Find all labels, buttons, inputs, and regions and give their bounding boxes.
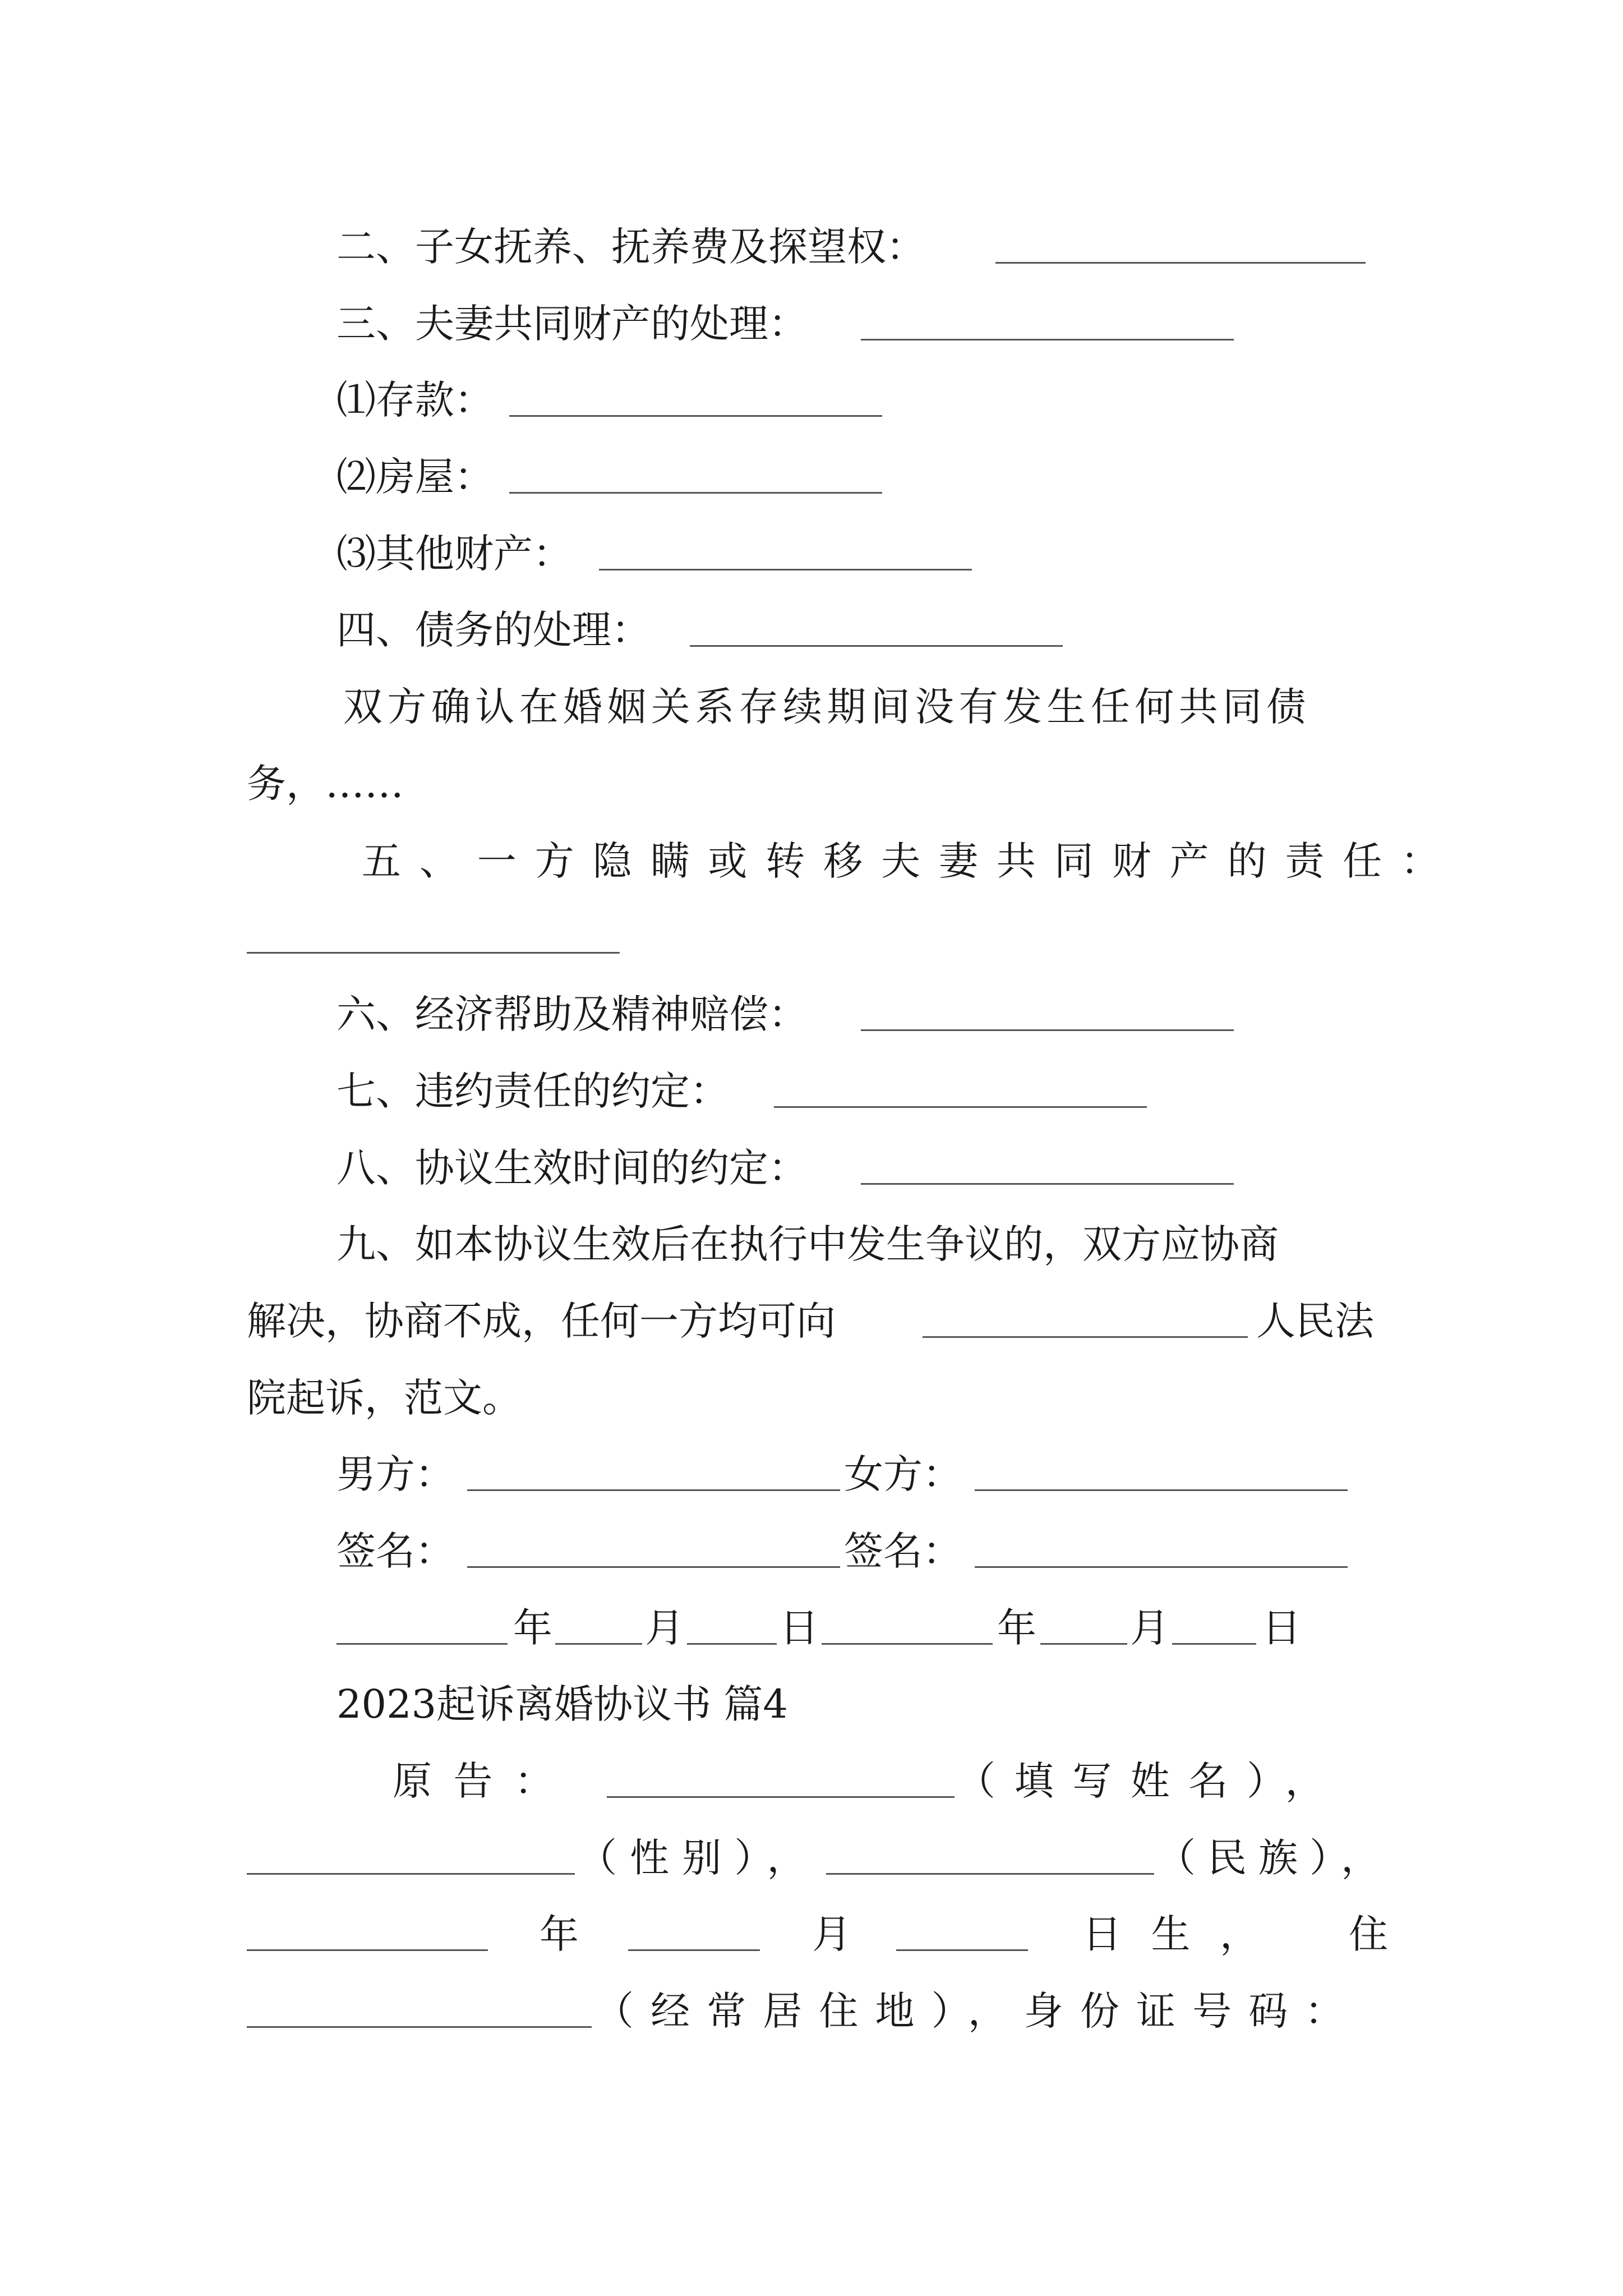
line-dates [0,1597,1623,1659]
gender-blank[interactable] [247,1873,575,1875]
month-label: 月 [645,1605,684,1651]
fill-blank[interactable] [774,1106,1147,1108]
line-breach [0,1060,1623,1122]
month-blank[interactable] [1040,1643,1127,1645]
name-hint: （填写姓名）， [956,1758,1344,1804]
ethnicity-blank[interactable] [826,1873,1154,1875]
clause-7-label: 七、违约责任的约定： [336,1068,729,1114]
month-label: 月 [1130,1605,1169,1651]
clause-4-label: 四、债务的处理： [336,607,651,653]
signature-label: 签名： [844,1528,962,1574]
clause-6-label: 六、经济帮助及精神赔偿： [336,991,808,1037]
paragraph-text: 双方确认在婚姻关系存续期间没有发生任何共同债 [343,684,1311,730]
gender-hint: （性别）， [578,1835,819,1881]
birth-day-blank[interactable] [896,1949,1028,1951]
day-label: 日 [1262,1605,1301,1651]
line-effective-date [0,1137,1623,1199]
clause-8-label: 八、协议生效时间的约定： [336,1145,808,1191]
line-house [0,446,1623,508]
day-label: 日 [780,1605,819,1651]
fill-blank[interactable] [995,262,1366,264]
line-signatures [0,1520,1623,1582]
female-party-label: 女方： [844,1451,962,1497]
line-concealment [0,830,1623,892]
paragraph-text: 院起诉，范文。 [247,1375,522,1421]
born-label: 日生， [1082,1911,1289,1957]
male-party-label: 男方： [336,1451,454,1497]
ethnicity-hint: （民族）， [1156,1835,1392,1881]
clause-5-label: 五、一方隐瞒或转移夫妻共同财产的责任： [362,838,1459,884]
year-blank[interactable] [336,1643,508,1645]
paragraph-text: 人民法 [1256,1298,1374,1344]
house-label: ⑵房屋： [336,454,494,500]
address-hint: （经常居住地），身份证号码： [594,1988,1361,2034]
residence-label: 住 [1349,1911,1388,1957]
address-blank[interactable] [247,2026,592,2028]
line-concealment-blank [0,907,1623,969]
line-deposit [0,369,1623,431]
fill-blank[interactable] [509,492,882,494]
signature-field[interactable] [975,1566,1348,1568]
paragraph-text: 解决，协商不成，任何一方均可向 [247,1298,836,1344]
fill-blank[interactable] [467,1489,840,1491]
line-property [0,293,1623,355]
day-blank[interactable] [687,1643,777,1645]
year-label: 年 [997,1605,1036,1651]
paragraph-text: 务，…… [247,761,404,807]
fill-blank[interactable] [861,1029,1234,1031]
line-plaintiff [0,1750,1623,1812]
fill-blank[interactable] [923,1336,1248,1338]
line-economic-help [0,983,1623,1045]
year-blank[interactable] [822,1643,993,1645]
fill-blank[interactable] [509,415,882,417]
year-label: 年 [513,1605,552,1651]
line-birthdate [0,1903,1623,1965]
line-debt [0,599,1623,661]
fill-blank[interactable] [599,569,972,570]
line-child-custody [0,216,1623,278]
line-dispute-end [0,1367,1623,1429]
other-property-label: ⑶其他财产： [336,531,572,577]
birth-month-blank[interactable] [628,1949,760,1951]
line-other-property [0,523,1623,585]
birth-year-blank[interactable] [247,1949,488,1951]
clause-9-text: 九、如本协议生效后在执行中发生争议的，双方应协商 [336,1221,1279,1267]
clause-3-label: 三、夫妻共同财产的处理： [336,301,808,347]
line-dispute [0,1213,1623,1275]
line-address-id [0,1980,1623,2042]
clause-2-label: 二、子女抚养、抚养费及探望权： [336,224,925,270]
fill-blank[interactable] [247,952,620,954]
day-blank[interactable] [1172,1643,1256,1645]
signature-field[interactable] [467,1566,840,1568]
line-heading [0,1673,1623,1735]
section-heading: 2023起诉离婚协议书 篇4 [336,1681,788,1727]
fill-blank[interactable] [975,1489,1348,1491]
name-blank[interactable] [607,1796,955,1798]
fill-blank[interactable] [861,339,1234,341]
signature-label: 签名： [336,1528,454,1574]
fill-blank[interactable] [690,645,1063,647]
year-label: 年 [540,1911,579,1957]
plaintiff-label: 原告： [393,1758,575,1804]
month-label: 月 [812,1911,851,1957]
month-blank[interactable] [555,1643,642,1645]
line-debt-statement-cont [0,753,1623,815]
deposit-label: ⑴存款： [336,377,494,423]
line-debt-statement [0,676,1623,738]
fill-blank[interactable] [861,1183,1234,1185]
line-parties [0,1443,1623,1505]
line-dispute-cont [0,1290,1623,1352]
line-gender-ethnicity [0,1827,1623,1889]
